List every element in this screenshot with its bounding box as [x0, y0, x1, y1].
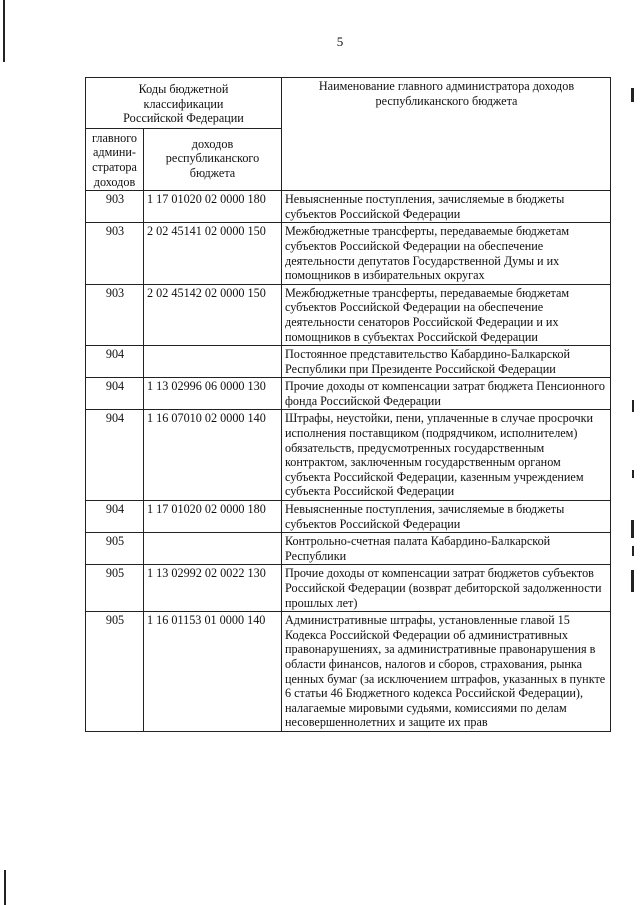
table-row [86, 533, 611, 565]
admin-code-cell: 903 [86, 284, 144, 345]
table-row [86, 565, 611, 612]
income-code-cell: 1 17 01020 02 0000 180 [144, 191, 282, 223]
name-cell: Контрольно-счетная палата Кабардино-Балкарской Республики [282, 533, 611, 565]
admin-code-cell: 904 [86, 501, 144, 533]
name-cell: Межбюджетные трансферты, передаваемые бюджетам субъектов Российской Федерации на обеспечение деятельности депутатов Государственной Думы и их помощников в избирательных округах [282, 223, 611, 284]
name-cell: Невыясненные поступления, зачисляемые в бюджеты субъектов Российской Федерации [282, 191, 611, 223]
name-cell: Постоянное представительство Кабардино-Балкарской Республики при Президенте Российской Федерации [282, 346, 611, 378]
table-row [86, 284, 611, 345]
header-col-code: доходов республиканского бюджета [144, 128, 282, 190]
name-cell: Невыясненные поступления, зачисляемые в бюджеты субъектов Российской Федерации [282, 501, 611, 533]
income-code-cell: 1 16 01153 01 0000 140 [144, 612, 282, 732]
income-code-cell: 1 16 07010 02 0000 140 [144, 410, 282, 501]
header-group-title: Коды бюджетной классификации Российской Федерации [86, 78, 282, 129]
admin-code-cell: 904 [86, 346, 144, 378]
table-row [86, 612, 611, 732]
scan-edge-mark [4, 870, 6, 905]
table-row [86, 501, 611, 533]
name-cell: Прочие доходы от компенсации затрат бюджетов субъектов Российской Федерации (возврат дебиторской задолженности прошлых лет) [282, 565, 611, 612]
budget-classification-table [85, 77, 611, 732]
name-cell: Межбюджетные трансферты, передаваемые бюджетам субъектов Российской Федерации на обеспечение деятельности сенаторов Российской Федерации и их помощников в субъектах Российской Федерации [282, 284, 611, 345]
income-code-cell: 1 13 02992 02 0022 130 [144, 565, 282, 612]
admin-code-cell: 903 [86, 191, 144, 223]
scan-edge-mark [631, 570, 634, 592]
income-code-cell [144, 533, 282, 565]
admin-code-cell: 905 [86, 565, 144, 612]
table-row [86, 346, 611, 378]
name-cell: Штрафы, неустойки, пени, уплаченные в случае просрочки исполнения поставщиком (подрядчиком, исполнителем) обязательств, предусмотренных государственным контрактом, заключенным государственным органом субъекта Российской Федерации, казенным учреждением субъекта Российской Федерации [282, 410, 611, 501]
income-code-cell: 2 02 45141 02 0000 150 [144, 223, 282, 284]
scan-edge-mark [632, 470, 634, 478]
scan-edge-mark [632, 400, 634, 412]
header-col-admin: главного админи-стратора доходов [86, 128, 144, 190]
table-row [86, 410, 611, 501]
name-cell: Административные штрафы, установленные главой 15 Кодекса Российской Федерации об административных правонарушениях, за административные правонарушения в области финансов, налогов и сборов, страхования, рынка ценных бумаг (за исключением штрафов, указанных в пункте 6 статьи 46 Бюджетного кодекса Российской Федерации), налагаемые мировыми судьями, комиссиями по делам несовершеннолетних и защите их прав [282, 612, 611, 732]
page-number: 5 [336, 34, 344, 49]
table-row [86, 223, 611, 284]
admin-code-cell: 905 [86, 612, 144, 732]
income-code-cell: 1 17 01020 02 0000 180 [144, 501, 282, 533]
header-col-name: Наименование главного администратора доходов республиканского бюджета [282, 78, 611, 191]
admin-code-cell: 904 [86, 410, 144, 501]
scan-edge-mark [632, 546, 634, 556]
table-row [86, 378, 611, 410]
income-code-cell [144, 346, 282, 378]
admin-code-cell: 903 [86, 223, 144, 284]
scan-edge-mark [631, 520, 634, 538]
admin-code-cell: 905 [86, 533, 144, 565]
table-row [86, 191, 611, 223]
admin-code-cell: 904 [86, 378, 144, 410]
income-code-cell: 1 13 02996 06 0000 130 [144, 378, 282, 410]
table-header-row [86, 78, 611, 129]
scan-edge-mark [631, 88, 634, 102]
scan-edge-mark [3, 0, 5, 62]
income-code-cell: 2 02 45142 02 0000 150 [144, 284, 282, 345]
name-cell: Прочие доходы от компенсации затрат бюджета Пенсионного фонда Российской Федерации [282, 378, 611, 410]
